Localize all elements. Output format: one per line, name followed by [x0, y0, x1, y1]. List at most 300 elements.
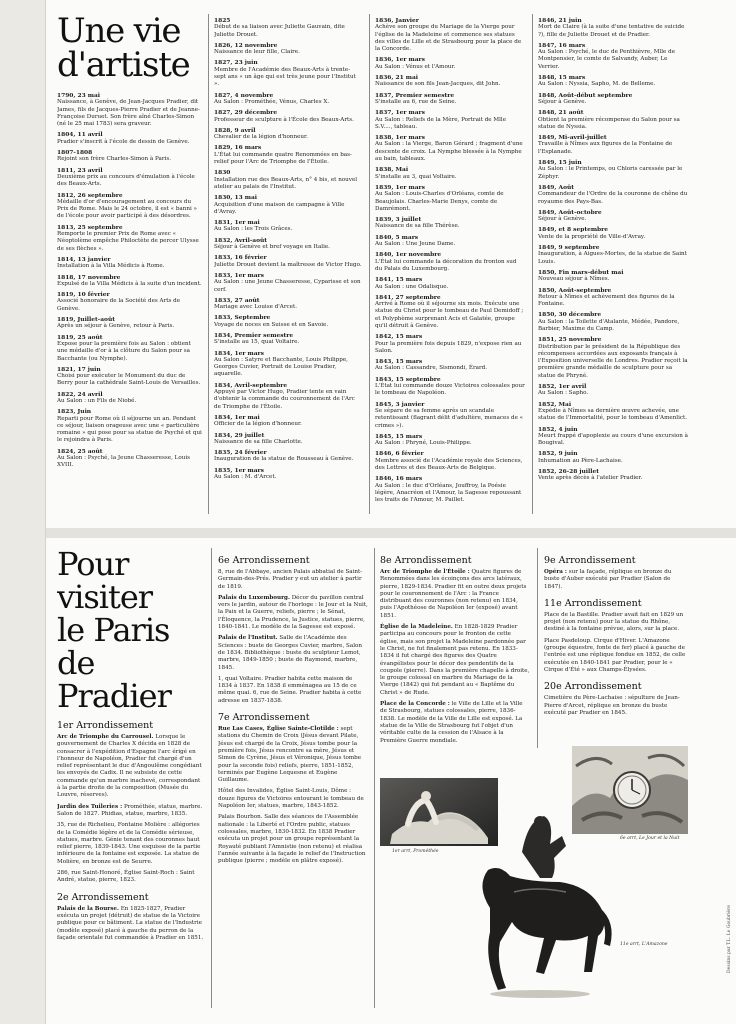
timeline-text: Associé honoraire de la Société des Arts de Genève. — [57, 298, 181, 312]
timeline-column-1 — [57, 14, 203, 514]
timeline-text: Retour à Nîmes et achèvement des figures de la Fontaine. — [538, 293, 675, 308]
timeline-text: Au Salon : Sapho. — [538, 390, 589, 397]
place-name: Place de la Concorde : — [380, 701, 450, 708]
timeline-text: Au Salon : Psyché, le duc de Penthièvre, Mlle de Montpensier, le comte de Salvandy, Auber, Le Verrier. — [538, 49, 676, 70]
place-entry — [218, 726, 368, 784]
place-entry — [218, 595, 368, 631]
timeline-text: Remporte le premier Prix de Rome avec « Néoptolème empêche Philoctète de percer Ulysse de ses flèches ». — [57, 231, 199, 252]
caption-amazone: 11e arrt, L'Amazone — [620, 942, 668, 947]
timeline-date: 1812, 26 septembre — [57, 191, 123, 199]
timeline-date: 1827, 4 novembre — [214, 91, 274, 99]
timeline-entry — [214, 414, 362, 429]
place-description: Place de la Bastille. Pradier avait fait en 1829 un projet (non retenu) pour la statue du Rhône, destiné à la fontaine prévue, alors, sur la place. — [544, 611, 684, 633]
timeline-entry — [538, 401, 688, 423]
place-entry — [380, 624, 530, 697]
place-entry — [380, 569, 530, 620]
timeline-entry — [538, 383, 688, 398]
place-name: Église de la Madeleine. — [380, 624, 453, 631]
place-name: Palais de l'Institut. — [218, 635, 278, 642]
timeline-entry — [375, 294, 525, 330]
timeline-entry — [375, 276, 525, 291]
place-description: Décor du pavillon central vers le jardin, autour de l'horloge : le Jour et la Nuit, la Paix et la Guerre, reliefs, pierre ; le Sénat, l'Éloquence, la Prudence, la Justice, statues, pierre, 1840-1841. Le modèle de la Sagesse est exposé. — [218, 594, 368, 631]
timeline-entry — [375, 433, 525, 448]
place-description: En 1828-1829 Pradier participa au concours pour le fronton de cette église, mais son projet la Madeleine pardonnée par le Christ, ne fut finalement pas retenu. En 1833-1834 il fut chargé des figures des Quatre évangélistes pour le décor des pendentifs de la coupole (pierre). Dans la première chapelle à droite, le groupe colossal en marbre du Mariage de la Vierge (1842) qui fut pendant au « Baptême du Christ » de Rude. — [380, 624, 530, 696]
timeline-column-4 — [538, 14, 688, 514]
timeline-column-2 — [214, 14, 362, 514]
timeline-date: 1825 — [214, 17, 231, 24]
timeline-date: 1849, Mi-avril-juillet — [538, 134, 607, 142]
place-entry — [218, 635, 368, 671]
timeline-text: Professeur de sculpture à l'École des Beaux-Arts. — [214, 116, 354, 123]
timeline-entry — [538, 311, 688, 333]
place-name: Rue Las Cases, Église Sainte-Clotilde : — [218, 726, 339, 733]
place-description: le Ville de Lille et la Ville de Strasbourg, statues colossales, pierre, 1836-1838. Le modèle de la Ville de Lille est exposé. La statue de la Ville de Strasbourg fut l'objet d'un véritable culte de la cession de l'Alsace à la Première Guerre mondiale. — [380, 701, 523, 744]
visit-column-4 — [544, 548, 688, 748]
column-divider — [369, 14, 370, 514]
visit-column-1 — [57, 548, 205, 1008]
timeline-text: Naissance de son fils Jean-Jacques, dit John. — [375, 81, 501, 88]
timeline-text: Au Salon : Louis-Charles d'Orléans, comte de Beaujolais. Charles-Marie Denys, comte de Damrémont. — [375, 191, 504, 212]
timeline-date: 1846, 6 février — [375, 450, 424, 458]
timeline-column-3 — [375, 14, 525, 514]
timeline-date: 1826, 12 novembre — [214, 41, 278, 49]
timeline-text: Au Salon : les Trois Grâces. — [214, 226, 293, 233]
timeline-text: Mariage avec Louise d'Arcet. — [214, 304, 297, 311]
timeline-entry — [214, 42, 362, 57]
timeline-entry — [375, 475, 525, 504]
timeline-entry — [214, 432, 362, 447]
timeline-date: 1839, 1er mars — [375, 183, 425, 191]
timeline-text: Vente de la propriété de Ville-d'Avray. — [538, 233, 646, 240]
visit-column-3 — [380, 548, 530, 778]
timeline-date: 1836, 21 mai — [375, 74, 419, 82]
place-description: 286, rue Saint-Honoré, Église Saint-Roch : Saint André, statue, pierre, 1823. — [57, 870, 195, 884]
timeline-date: 1832, Avril-août — [214, 236, 268, 244]
timeline-date: 1838, Mai — [375, 166, 409, 174]
timeline-date: 1846, 16 mars — [375, 475, 423, 483]
timeline-entry — [57, 274, 203, 289]
timeline-text: Mort de Claire (à la suite d'une tentative de suicide ?), fille de Juliette Drouet et de Pradier. — [538, 24, 685, 38]
timeline-date: 1847, 16 mars — [538, 41, 586, 49]
timeline-entry — [375, 56, 525, 71]
page-fold — [46, 528, 736, 538]
place-entry — [218, 814, 368, 865]
timeline-date: 1822, 24 avril — [57, 390, 103, 398]
timeline-text: Chevalier de la légion d'honneur. — [214, 134, 308, 141]
timeline-date: 1819, Juillet-août — [57, 316, 115, 324]
timeline-text: Au Salon : Prométhée, Vénus, Charles X. — [214, 98, 330, 105]
place-name: Jardin des Tuileries : — [57, 803, 123, 810]
timeline-date: 1852, 26-28 juillet — [538, 468, 599, 476]
timeline-entry — [375, 17, 525, 53]
arrondissement-heading: 2e Arrondissement — [57, 891, 149, 903]
place-entry — [57, 870, 205, 885]
timeline-date: 1850, Août-septembre — [538, 286, 612, 294]
timeline-entry — [375, 234, 525, 249]
timeline-text: Séjour à Genève et bref voyage en Italie. — [214, 244, 330, 251]
timeline-date: 1849, et 8 septembre — [538, 226, 609, 234]
illustration-credit: Dessins par T.L. Le Goubrière — [727, 905, 732, 973]
place-description: Lorsque le gouvernement de Charles X décida en 1828 de consacrer à l'expédition d'Espagne l'arc érigé en l'honneur de Napoléon, Pradier fut chargé d'un relief représentant le duc d'Angoulême congédiant les envoyés de Cadix. Il ne subsiste de cette commande qu'un marbre inachevé, correspondant à la partie droite de la composition (Musée du Louvre, réserves). — [57, 734, 202, 799]
timeline-date: 1852, 9 juin — [538, 450, 578, 458]
timeline-entry — [538, 450, 688, 465]
timeline-entry — [214, 254, 362, 269]
timeline-entry — [57, 224, 203, 253]
place-entry — [380, 701, 530, 745]
column-divider — [537, 548, 538, 748]
title-le-paris: le Paris — [57, 611, 170, 649]
visit-column-2 — [218, 548, 368, 1008]
timeline-date: 1834, 1er mai — [214, 413, 260, 421]
timeline-entry — [214, 332, 362, 347]
timeline-text: Au Salon : Phryné, Louis-Philippe. — [375, 440, 472, 447]
timeline-text: L'État lui commande la décoration du fronton sud du Palais du Luxembourg. — [375, 258, 517, 272]
timeline-entry — [214, 92, 362, 107]
timeline-date: 1848, 15 mars — [538, 74, 586, 82]
timeline-entry — [375, 450, 525, 472]
timeline-date: 1839, 3 juillet — [375, 216, 422, 224]
arrondissement-heading: 9e Arrondissement — [544, 555, 636, 566]
arrondissement-heading: 11e Arrondissement — [544, 597, 642, 609]
timeline-text: Expulsé de la Villa Médicis à la suite d'un incident. — [57, 280, 202, 287]
timeline-entry — [538, 336, 688, 380]
timeline-date: 1790, 23 mai — [57, 92, 101, 99]
timeline-text: Distribution par le président de la République des récompenses accordées aux exposants français à l'Exposition universelle de Londres. Pradier reçoit la première grande médaille de sculpture pour sa statue de Phryné. — [538, 343, 688, 379]
timeline-entry — [214, 17, 362, 39]
timeline-date: 1837, 1er mars — [375, 109, 425, 117]
timeline-entry — [538, 134, 688, 156]
timeline-text: Nouveau séjour à Nîmes. — [538, 276, 610, 283]
place-name: Palais de la Bourse. — [57, 905, 119, 912]
timeline-text: Commandeur de l'Ordre de la couronne de chêne du royaume des Pays-Bas. — [538, 191, 688, 205]
timeline-entry — [375, 401, 525, 430]
timeline-text: Naissance, à Genève, de Jean-Jacques Pradier, dit James, fils de Jacques-Pierre Pradier et de Jeanne-Françoise Duruet. Son frère aîné Charles-Simon (né le 25 mai 1783) sera graveur. — [57, 99, 200, 128]
timeline-date: 1842, 15 mars — [375, 333, 423, 341]
timeline-date: 1848, Août-début septembre — [538, 91, 633, 99]
timeline-entry — [214, 59, 362, 88]
timeline-date: 1829, 16 mars — [214, 144, 262, 152]
timeline-date: 1835, 1er mars — [214, 466, 264, 474]
timeline-entry — [375, 92, 525, 107]
place-description: Salle de l'Académie des Sciences : buste de Georges Cuvier, marbre, Salon de 1834. Bibliothèque : buste du sculpteur Lemot, marbre, 1849-1850 ; buste de Raymond, marbre, 1845. — [218, 635, 362, 671]
timeline-date: 1819, 10 février — [57, 291, 110, 299]
timeline-date: 1828, 9 avril — [214, 126, 256, 134]
timeline-entry — [214, 314, 362, 329]
timeline-text: Au Salon : Nyssia, Sapho, M. de Belleme. — [538, 81, 656, 88]
timeline-date: 1845, 15 mars — [375, 432, 423, 440]
timeline-date: 1849, 15 juin — [538, 159, 582, 167]
timeline-entry — [214, 109, 362, 124]
timeline-text: Rejoint son frère Charles-Simon à Paris. — [57, 156, 171, 163]
timeline-date: 1841, 15 mars — [375, 276, 423, 284]
timeline-text: Arrivé à Rome où il séjourne six mois. Exécute une statue du Christ pour le tombeau de Paul Demidoff ; et Polyphème surprenant Acis et Galatée, groupe qu'il détruit à Genève. — [375, 301, 524, 329]
place-entry — [544, 638, 688, 674]
timeline-text: Médaille d'or d'encouragement au concours du Prix de Rome. Mais le 24 octobre, il est « banni » de l'école pour avoir participé à des désordres. — [57, 198, 197, 220]
timeline-text: Deuxième prix au concours d'émulation à l'école des Beaux-Arts. — [57, 173, 195, 188]
place-name: Palais du Luxembourg. — [218, 594, 290, 601]
timeline-list — [57, 92, 203, 470]
timeline-date: 1823, Juin — [57, 408, 92, 416]
timeline-entry — [538, 209, 688, 224]
timeline-text: Se sépare de sa femme après un scandale retentissant (flagrant délit d'adultère, menaces de « crimes »). — [375, 407, 524, 429]
timeline-date: 1845, 3 janvier — [375, 400, 425, 408]
timeline-entry — [214, 382, 362, 411]
timeline-text: Naissance de sa fille Thérèse. — [375, 223, 460, 230]
timeline-entry — [214, 194, 362, 216]
timeline-entry — [57, 291, 203, 313]
timeline-entry — [214, 169, 362, 191]
timeline-text: Au Salon : la Vierge, Baron Gérard ; fragment d'une descente de croix. La Nymphe blessée à la Nymphe au bain, tableaux. — [375, 141, 523, 163]
timeline-entry — [538, 468, 688, 483]
timeline-date: 1833, 1er mars — [214, 271, 264, 279]
timeline-text: Appuyé par Victor Hugo, Pradier tente en vain d'obtenir la commande du couronnement de l'Arc de Triomphe de l'Étoile. — [214, 389, 355, 410]
title-pour-visiter: Pour visiter — [57, 548, 153, 616]
timeline-text: Meurt frappé d'apoplexie au cours d'une excursion à Bougival. — [538, 432, 688, 447]
timeline-entry — [538, 269, 688, 284]
place-description: 35, rue de Richelieu, Fontaine Molière : allégories de la Comédie légère et de la Comédie sérieuse, statues, marbre. Génie tenant des couronnes haut relief pierre, 1839-1843. Une esquisse de la partie inférieure de la fontaine est exposée. La statue de Molière, en bronze est de Seurre. — [57, 822, 201, 865]
timeline-text: Expédie à Nîmes sa dernière œuvre achevée, une statue de l'Immortalité, pour le tombeau d'Amenlict. — [538, 407, 688, 422]
timeline-text: Au Salon : une Jeune Chasseresse, Cyparisse et son cerf. — [214, 279, 361, 293]
timeline-entry — [57, 366, 203, 388]
timeline-date: 1807-1808 — [57, 149, 93, 157]
visit-list — [57, 720, 205, 942]
timeline-text: Choisi pour exécuter le Monument du duc de Berry pour la cathédrale Saint-Louis de Versailles. — [57, 373, 201, 387]
timeline-date: 1850, Fin mars-début mai — [538, 268, 624, 276]
timeline-entry — [375, 251, 525, 273]
timeline-entry — [538, 42, 688, 71]
place-name: Arc de Triomphe du Carrousel. — [57, 734, 154, 740]
timeline-text: Au Salon : Psyché, la Jeune Chasseresse, Louis XVIII. — [57, 455, 190, 469]
timeline-entry — [538, 92, 688, 107]
place-description: Hôtel des Invalides, Église Saint-Louis, Dôme : douze figures de Victoires entourant le tombeau de Napoléon Ier, statues, marbre, 1843-1852. — [218, 788, 364, 810]
timeline-date: 1834, Avril-septembre — [214, 381, 288, 389]
timeline-entry — [57, 256, 203, 271]
timeline-entry — [375, 216, 525, 231]
timeline-entry — [375, 358, 525, 373]
timeline-entry — [214, 297, 362, 312]
timeline-date: 1834, 29 juillet — [214, 431, 265, 439]
place-entry — [218, 676, 368, 705]
timeline-entry — [57, 391, 203, 406]
timeline-date: 1852, 4 juin — [538, 425, 578, 433]
place-description: 8, rue de l'Abbaye, ancien Palais abbatial de Saint-Germain-des-Prés. Pradier y eut un atelier à partir de 1819. — [218, 569, 363, 590]
place-description: Quatre figures de Renommées dans les écoinçons des arcs latéraux, pierre, 1829-1834. Pradier fit en outre deux projets pour le couronnement de l'Arc : la France distribuant des couronnes (non retenu) en 1834, puis l'Apothéose de Napoléon Ier (exposé) avant 1851. — [380, 569, 527, 619]
timeline-date: 1846, 21 juin — [538, 17, 582, 24]
place-entry — [57, 734, 205, 800]
timeline-text: Au Salon : la Toilette d'Atalante, Médée, Pandore, Barbier, Maxime du Camp. — [538, 318, 680, 332]
timeline-text: Acquisition d'une maison de campagne à Ville d'Avray. — [214, 201, 345, 215]
timeline-entry — [57, 334, 203, 363]
timeline-entry — [214, 350, 362, 379]
timeline-text: Voyage de noces en Suisse et en Savoie. — [214, 321, 329, 328]
timeline-entry — [538, 109, 688, 131]
timeline-text: Au Salon : Vénus et l'Amour. — [375, 63, 456, 70]
timeline-date: 1848, 21 août — [538, 109, 584, 117]
timeline-date: 1830, 13 mai — [214, 194, 258, 202]
place-entry — [218, 569, 368, 591]
timeline-entry — [538, 184, 688, 206]
timeline-entry — [538, 287, 688, 309]
timeline-date: 1843, 15 septembre — [375, 375, 441, 383]
timeline-text: Séjour à Genève. — [538, 98, 587, 105]
timeline-entry — [538, 159, 688, 181]
timeline-date: 1834, 1er mars — [214, 349, 264, 357]
timeline-date: 1821, 17 juin — [57, 365, 101, 373]
place-name: Arc de Triomphe de l'Étoile : — [380, 569, 470, 575]
timeline-entry — [214, 127, 362, 142]
timeline-text: Pradier s'inscrit à l'école de dessin de Genève. — [57, 138, 190, 145]
timeline-text: Inhumation au Père-Lachaise. — [538, 457, 623, 464]
timeline-date: 1835, 24 février — [214, 449, 267, 457]
timeline-text: S'installe au 6, rue de Seine. — [375, 98, 457, 105]
timeline-entry — [375, 109, 525, 131]
place-entry — [57, 906, 205, 942]
timeline-date: 1830 — [214, 169, 231, 177]
timeline-date: 1852, Mai — [538, 400, 572, 408]
timeline-entry — [57, 167, 203, 189]
title-d-artiste: d'artiste — [57, 45, 190, 85]
timeline-entry — [57, 92, 203, 128]
timeline-text: Naissance de sa fille Charlotte. — [214, 438, 303, 445]
arrondissement-heading: 6e Arrondissement — [218, 555, 310, 566]
timeline-entry — [57, 149, 203, 164]
place-description: Place Pasdeloup. Cirque d'Hiver. L'Amazone (groupe équestre, fonte de fer) placé à gauche de l'entrée est une réplique fondue en 1852, de celle exécutée en 1840-1841 par Pradier, pour le « Cirque d'Été » aux Champs-Élysées. — [544, 637, 686, 673]
timeline-date: 1833, 16 février — [214, 254, 267, 262]
timeline-entry — [375, 166, 525, 181]
timeline-text: Début de sa liaison avec Juliette Gauvain, dite Juliette Drouet. — [214, 24, 345, 38]
place-entry — [544, 569, 688, 591]
place-description: sept stations du Chemin de Croix (Jésus devant Pilate, Jésus est chargé de la Croix, Jésus tombe pour la première fois, Jésus rencontre sa mère, Jésus et Simon de Cyrène, Jésus et Véronique, Jésus tombe pour la seconde fois) reliefs, pierre, 1851-1852, terminés par Eugène Lequesne et Eugène Guillaume. — [218, 726, 362, 784]
column-divider — [374, 548, 375, 1008]
timeline-entry — [538, 74, 688, 89]
place-description: Cimetière du Père-Lachaise : sépulture de Jean-Pierre d'Arcet, réplique en bronze du buste exécuté par Pradier en 1845. — [544, 695, 680, 716]
timeline-text: Installation rue des Beaux-Arts, n° 4 bis, et nouvel atelier au palais de l'Institut. — [214, 176, 358, 190]
column-divider — [208, 14, 209, 514]
timeline-text: Au Salon : Une Jeune Dame. — [375, 241, 456, 248]
timeline-text: Au Salon : M. d'Arcet. — [214, 474, 277, 481]
place-name: Opéra : — [544, 569, 567, 575]
timeline-entry — [57, 408, 203, 444]
place-entry — [544, 612, 688, 634]
column-divider — [211, 548, 212, 1008]
timeline-text: Pour la première fois depuis 1829, n'expose rien au Salon. — [375, 340, 522, 354]
timeline-date: 1838, 1er mars — [375, 134, 425, 142]
timeline-date: 1811, 23 avril — [57, 166, 103, 174]
timeline-date: 1840, 5 mars — [375, 233, 419, 241]
timeline-entry — [57, 192, 203, 221]
timeline-text: Au Salon : Satyre et Bacchante, Louis Philippe, Georges Cuvier, Portrait de Louise Pradier, aquarelle. — [214, 356, 348, 378]
timeline-text: Membre de l'Académie des Beaux-Arts à trente-sept ans « un âge qui est très jeune pour l'Institut ». — [214, 66, 356, 88]
timeline-entry — [57, 316, 203, 331]
timeline-date: 1841, 27 septembre — [375, 293, 441, 301]
timeline-entry — [375, 74, 525, 89]
timeline-text: Travaille à Nîmes aux figures de la Fontaine de l'Esplanade. — [538, 141, 673, 155]
place-description: sur la façade, réplique en bronze du buste d'Auber exécuté par Pradier (Salon de 1847). — [544, 569, 672, 590]
timeline-date: 1836, Janvier — [375, 17, 419, 24]
timeline-text: S'installe au 3, quai Voltaire. — [375, 173, 457, 180]
title-de-pradier: de Pradier — [57, 644, 171, 715]
caption-le-jour-et-la-nuit: 6e arrt, Le Jour et la Nuit — [620, 836, 680, 841]
place-entry — [57, 804, 205, 819]
timeline-entry — [375, 184, 525, 213]
column-divider — [532, 14, 533, 514]
timeline-entry — [214, 272, 362, 294]
timeline-date: 1813, 25 septembre — [57, 223, 123, 231]
place-description: Prométhée, statue, marbre. Salon de 1827. Phidias, statue, marbre, 1835. — [57, 803, 203, 817]
place-entry — [57, 822, 205, 866]
timeline-text: L'État lui commande quatre Renommées en bas-relief pour l'Arc de Triomphe de l'Étoile. — [214, 151, 352, 166]
left-page-edge — [0, 0, 46, 1024]
timeline-text: Installation à la Villa Médicis à Rome. — [57, 263, 165, 270]
title-une-vie: Une vie — [57, 14, 181, 51]
timeline-date: 1837, Premier semestre — [375, 91, 455, 99]
arrondissement-heading: 1er Arrondissement — [57, 720, 154, 731]
timeline-text: Reparti pour Rome où il séjourne un an. Pendant ce séjour, liaison orageuse avec une « particulière romaine » qui pose pour sa statue de Psyché et qui le rejoindra à Paris. — [57, 415, 202, 444]
timeline-date: 1814, 13 janvier — [57, 255, 111, 263]
timeline-entry — [538, 244, 688, 266]
timeline-entry — [214, 449, 362, 464]
timeline-text: Inauguration de la statue de Rousseau à Genève. — [214, 456, 354, 463]
amazone-statue-image — [470, 812, 618, 1000]
timeline-date: 1833, Septembre — [214, 314, 271, 322]
timeline-text: Au Salon : un Fils de Niobé. — [57, 397, 137, 404]
timeline-date: 1843, 15 mars — [375, 358, 423, 366]
timeline-entry — [214, 237, 362, 252]
timeline-entry — [538, 426, 688, 448]
timeline-text: Au Salon : le Printemps, ou Chloris caressée par le Zéphyr. — [538, 166, 683, 180]
timeline-date: 1851, 25 novembre — [538, 336, 602, 344]
timeline-date: 1824, 25 août — [57, 447, 103, 455]
timeline-text: Au Salon : le duc d'Orléans, Jouffroy, la Poésie légère, Anacréon et l'Amour, la Sagesse repoussant les traits de l'Amour, M. Paillet. — [375, 482, 522, 504]
timeline-entry — [214, 144, 362, 166]
timeline-text: Juliette Drouet devient la maîtresse de Victor Hugo. — [214, 261, 362, 268]
place-entry — [218, 788, 368, 810]
timeline-date: 1836, 1er mars — [375, 56, 425, 64]
timeline-text: Après un séjour à Genève, retour à Paris. — [57, 323, 175, 330]
timeline-text: Inauguration, à Aigues-Mortes, de la statue de Saint Louis. — [538, 251, 687, 265]
timeline-text: Achève son groupe du Mariage de la Vierge pour l'église de la Madeleine et commence ses statues des villes de Lille et de Strasbourg pour la place de la Concorde. — [375, 24, 522, 53]
timeline-entry — [57, 131, 203, 146]
timeline-text: Expose pour la première fois au Salon : obtient une médaille d'or à la clôture du Salon pour sa Bacchante (ou Nymphe). — [57, 340, 191, 362]
timeline-date: 1833, 27 août — [214, 296, 260, 304]
timeline-text: Séjour à Genève. — [538, 216, 587, 223]
timeline-date: 1827, 29 décembre — [214, 109, 278, 117]
timeline-text: Au Salon : Cassandre, Sismondi, Érard. — [375, 365, 488, 372]
caption-prometheus: 1er arrt, Prométhée — [392, 849, 439, 854]
timeline-entry — [375, 333, 525, 355]
timeline-date: 1852, 1er avril — [538, 383, 587, 391]
place-description: 1, quai Voltaire. Pradier habita cette maison de 1834 à 1837. En 1838 il emménagea au 15 de ce même quai. 6, rue de Seine. Pradier habita à cette adresse en 1837-1838. — [218, 675, 362, 704]
timeline-date: 1818, 17 novembre — [57, 273, 121, 281]
timeline-entry — [57, 448, 203, 470]
timeline-text: Vente après décès à l'atelier Pradier. — [538, 475, 643, 482]
place-description: En 1825-1827, Pradier exécuta un projet (détruit) de statue de la Victoire publique pour ce bâtiment. La statue de l'Industrie (modèle exposé) placé à gauche du perron de la façade orientale fut commandée à Pradier en 1851. — [57, 905, 204, 941]
timeline-date: 1819, 25 août — [57, 333, 103, 341]
arrondissement-heading: 20e Arrondissement — [544, 681, 642, 693]
timeline-text: Officier de la légion d'honneur. — [214, 421, 302, 428]
place-description: Palais Bourbon. Salle des séances de l'Assemblée nationale : la Liberté et l'Ordre public, statues colossales, marbre, 1830-1832. En 1838 Pradier exécuta un projet pour un groupe représentant la Royauté publiant l'Amnistie (non retenu) et réalisa l'année suivante à la façade le relief de l'Instruction publique (pierre ; modèle en plâtre exposé). — [218, 814, 366, 865]
timeline-date: 1849, Août — [538, 183, 574, 191]
timeline-entry — [375, 134, 525, 163]
timeline-text: Obtient la première récompense du Salon pour sa statue de Nyssia. — [538, 116, 680, 130]
timeline-date: 1849, 9 septembre — [538, 244, 600, 252]
arrondissement-heading: 8e Arrondissement — [380, 555, 472, 566]
timeline-entry — [214, 467, 362, 482]
timeline-text: Au Salon : une Odalisque. — [375, 283, 449, 290]
timeline-text: Au Salon : Reliefs de la Mère, Portrait de Mlle S.V...., tableau. — [375, 116, 507, 130]
timeline-text: Naissance de leur fille, Claire. — [214, 49, 300, 56]
timeline-text: S'installe au 15, quai Voltaire. — [214, 339, 300, 346]
